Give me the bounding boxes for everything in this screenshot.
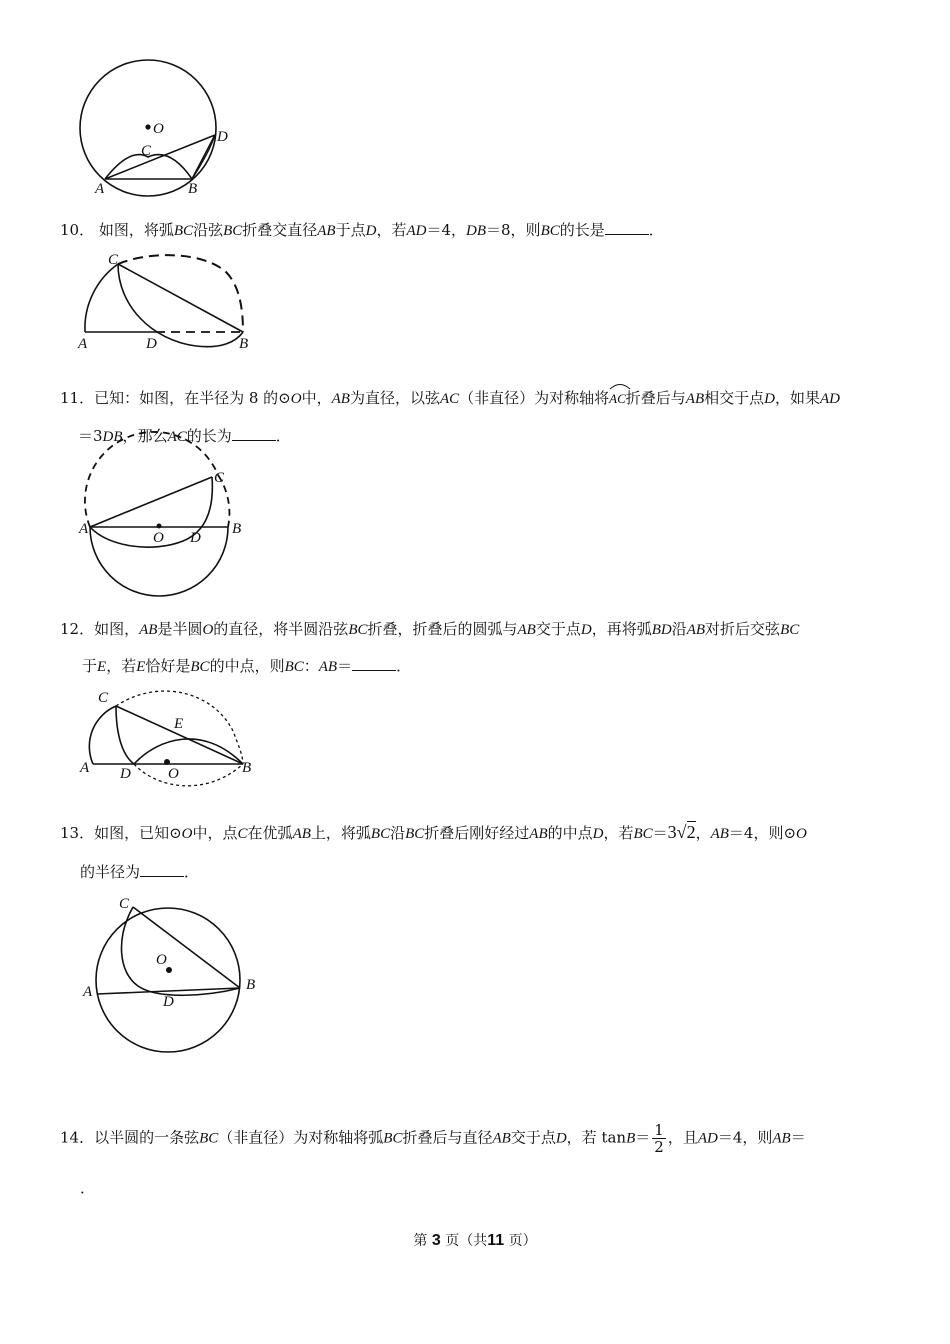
text: ，且 <box>667 1128 698 1147</box>
fraction-denominator: 2 <box>654 1138 664 1156</box>
answer-blank[interactable] <box>232 426 276 441</box>
figure-13 <box>80 892 265 1062</box>
figure-9 <box>75 55 245 200</box>
footer-text: 第 <box>413 1233 428 1249</box>
question-13 <box>60 822 900 844</box>
label-a: A <box>78 336 88 352</box>
text: 交于点 <box>510 1128 556 1147</box>
text: 的长是 <box>559 221 605 239</box>
text: 交于点 <box>535 620 581 638</box>
label-b: B <box>246 977 256 993</box>
label-d: D <box>190 530 201 546</box>
text: ＝8，则 <box>486 221 541 239</box>
var: AB <box>529 826 548 842</box>
var: D <box>580 622 592 638</box>
var: AB <box>317 223 336 239</box>
sqrt-coefficient: 3 <box>667 822 677 842</box>
text: ， <box>695 824 711 842</box>
label-a: A <box>80 760 90 776</box>
fraction <box>652 1122 666 1155</box>
label-o: O <box>153 121 164 137</box>
text: ． <box>275 427 291 445</box>
var: BC <box>383 1130 403 1147</box>
text: ： <box>303 657 319 675</box>
total-pages: 11 <box>487 1232 505 1249</box>
var: D <box>592 826 604 842</box>
question-12 <box>60 619 900 640</box>
text: ＝4，则⊙ <box>728 824 797 842</box>
text: ，如果 <box>774 389 820 407</box>
var: BC <box>190 659 210 675</box>
answer-blank[interactable] <box>140 862 184 877</box>
label-d: D <box>163 994 174 1010</box>
text: 已知：如图，在半径为 8 的⊙ <box>94 389 291 407</box>
text: ． <box>648 221 664 239</box>
sqrt-radicand: 2 <box>686 822 696 842</box>
label-d: D <box>217 129 228 145</box>
figure-10 <box>76 250 261 355</box>
label-c: C <box>119 896 130 912</box>
text: ，再将弧 <box>591 620 652 638</box>
var: E <box>136 659 146 675</box>
footer-text: 页（共 <box>445 1233 488 1249</box>
text: ，若 tan <box>566 1128 627 1147</box>
var: BC <box>633 826 653 842</box>
label-a: A <box>83 984 93 1000</box>
text: 的长为 <box>186 427 232 445</box>
var: O <box>796 826 807 842</box>
var: BC <box>780 622 800 638</box>
question-number: 13． <box>60 824 95 842</box>
var: BC <box>540 223 560 239</box>
var: AD <box>819 391 840 407</box>
sqrt-expression: 3√2 <box>667 822 696 842</box>
label-b: B <box>239 336 249 352</box>
var: AC <box>439 391 460 407</box>
question-10 <box>60 220 900 241</box>
var: D <box>365 223 377 239</box>
text: 中， <box>301 389 332 407</box>
var: AB <box>686 622 706 638</box>
var: BC <box>348 622 368 638</box>
var: D <box>764 391 775 407</box>
text: ． <box>80 1179 96 1197</box>
text: ，若 <box>603 824 634 842</box>
text: 沿弦 <box>193 221 224 239</box>
question-number: 10． <box>60 221 95 239</box>
label-a: A <box>95 181 105 197</box>
text: 折叠后刚好经过 <box>424 824 530 842</box>
var: D <box>555 1130 567 1147</box>
page-footer <box>0 1230 950 1250</box>
text: 折叠后与直径 <box>402 1128 493 1147</box>
text: 沿 <box>390 824 406 842</box>
var: BC <box>370 826 391 842</box>
label-c: C <box>214 470 225 486</box>
label-o: O <box>153 530 164 546</box>
var: AC <box>167 429 187 445</box>
var: DB <box>466 223 487 239</box>
var: AD <box>406 223 427 239</box>
label-o: O <box>168 766 179 782</box>
question-number: 14． <box>60 1128 95 1147</box>
var: BC <box>284 659 304 675</box>
var: AB <box>772 1130 791 1147</box>
var: O <box>202 622 214 638</box>
text: 恰好是 <box>145 657 191 675</box>
answer-blank[interactable] <box>352 656 396 671</box>
text: ． <box>184 863 200 881</box>
text: 折叠交直径 <box>242 221 318 239</box>
text: 于点 <box>335 221 366 239</box>
var: AB <box>139 622 158 638</box>
question-11-line2 <box>78 426 918 447</box>
var: DB <box>102 429 123 445</box>
text: ＝ <box>337 657 353 675</box>
text: （非直径）为对称轴将 <box>459 389 610 407</box>
var: AB <box>710 826 729 842</box>
text: ＝4，则 <box>717 1128 773 1147</box>
var: BC <box>405 826 425 842</box>
var: AB <box>685 391 705 407</box>
var: AB <box>331 391 350 407</box>
question-12-line2 <box>82 656 922 677</box>
label-o: O <box>156 952 167 968</box>
text: ，那么 <box>122 427 168 445</box>
label-d: D <box>120 766 131 782</box>
var: BD <box>651 622 672 638</box>
var: BC <box>199 1130 219 1147</box>
question-number: 12． <box>60 620 95 638</box>
var: AB <box>318 659 338 675</box>
text: 的中点，则 <box>209 657 285 675</box>
text: ＝ <box>790 1128 806 1147</box>
question-14-line2 <box>80 1178 920 1198</box>
var: AB <box>517 622 536 638</box>
label-d: D <box>146 336 157 352</box>
text: 于 <box>82 657 98 675</box>
label-b: B <box>232 521 242 537</box>
text: 中，点 <box>192 824 238 842</box>
label-c: C <box>98 690 109 706</box>
text: ＝4， <box>426 221 467 239</box>
question-14 <box>60 1122 900 1155</box>
text: （非直径）为对称轴将弧 <box>218 1128 384 1147</box>
var: AD <box>697 1130 718 1147</box>
var: AC <box>609 391 626 406</box>
label-b: B <box>188 181 198 197</box>
fraction-numerator: 1 <box>654 1121 664 1139</box>
text: 对折后交弦 <box>705 620 781 638</box>
var: E <box>97 659 107 675</box>
text: 沿 <box>671 620 687 638</box>
footer-text: 页） <box>508 1233 537 1249</box>
text: 在优弧 <box>247 824 293 842</box>
text: ． <box>396 657 412 675</box>
var: AB <box>292 826 311 842</box>
var: O <box>181 826 193 842</box>
text: ，若 <box>106 657 137 675</box>
text: ＝3 <box>78 427 103 445</box>
label-b: B <box>242 760 252 776</box>
var: C <box>237 826 248 842</box>
text: 如图，已知⊙ <box>94 824 182 842</box>
label-c: C <box>141 143 152 159</box>
text: 的中点 <box>547 824 593 842</box>
var: BC <box>223 223 243 239</box>
label-e: E <box>174 716 184 732</box>
label-c: C <box>108 252 119 268</box>
text: 折叠后与 <box>625 389 686 407</box>
text: 为直径，以弦 <box>349 389 440 407</box>
text: ，若 <box>376 221 407 239</box>
text: ＝ <box>635 1128 651 1147</box>
question-13-line2 <box>80 862 920 882</box>
figure-12 <box>78 686 263 796</box>
var: O <box>290 391 302 407</box>
text: 的半径为 <box>80 863 141 881</box>
text: ＝ <box>652 824 668 842</box>
text: 的直径，将半圆沿弦 <box>213 620 349 638</box>
text: 如图， <box>94 620 140 638</box>
arc-notation <box>609 388 626 409</box>
var: BC <box>173 223 194 239</box>
label-a: A <box>79 521 89 537</box>
text: 折叠，折叠后的圆弧与 <box>367 620 518 638</box>
text: 是半圆 <box>157 620 203 638</box>
var: B <box>626 1130 636 1147</box>
question-11 <box>60 388 900 409</box>
question-number: 11． <box>60 389 95 407</box>
text: 相交于点 <box>704 389 765 407</box>
figure-11 <box>78 455 258 600</box>
var: AB <box>492 1130 511 1147</box>
text: 以半圆的一条弦 <box>94 1128 200 1147</box>
text: 上，将弧 <box>310 824 371 842</box>
answer-blank[interactable] <box>605 220 649 235</box>
text: 如图，将弧 <box>98 221 174 239</box>
page-number: 3 <box>431 1232 441 1249</box>
